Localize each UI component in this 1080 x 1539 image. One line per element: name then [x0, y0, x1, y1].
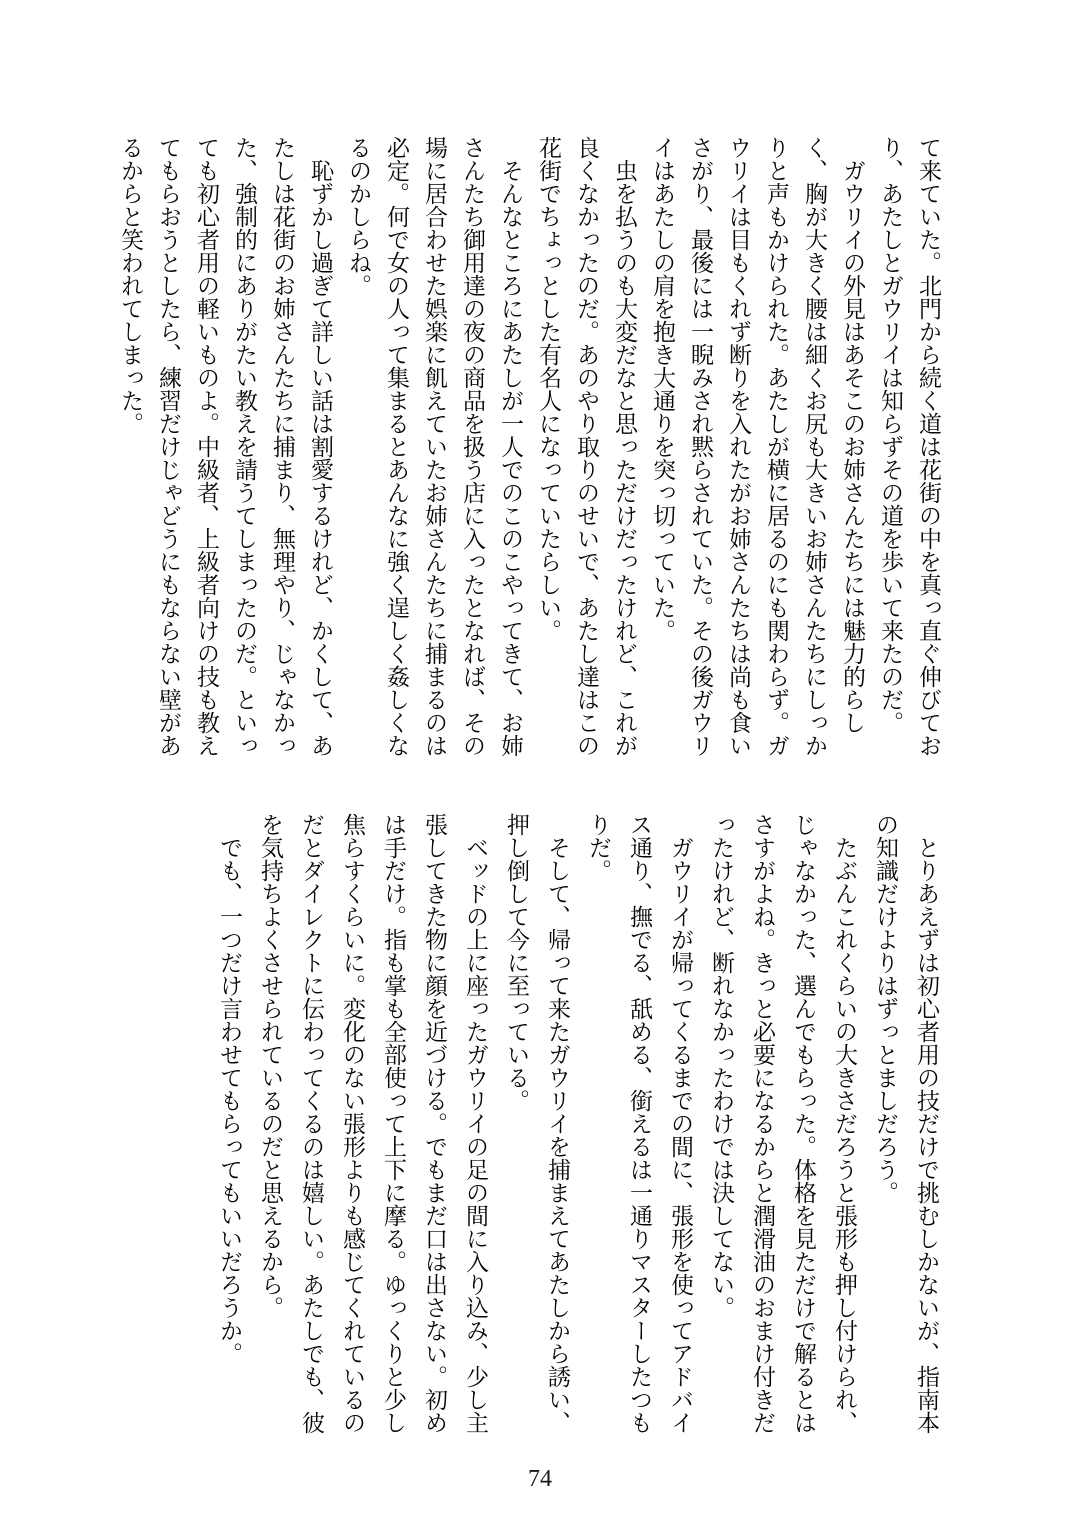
- paragraph: とりあえずは初心者用の技だけで挑むしかないが、指南本の知識だけよりはずっとましだろう。: [873, 813, 939, 1434]
- page-number: 74: [528, 1466, 552, 1492]
- text-block-bottom: [97, 813, 947, 1443]
- paragraph: そんなところにあたしが一人でのこのこやってきて、お姉さんたち御用達の夜の商品を扱う店に入ったとなれば、その場に居合わせた娯楽に飢えていたお姉さんたちに捕まるのは必定。何で女の人って集まるとあんなに強く逞しく姦しくなるのかしらね。: [346, 136, 523, 757]
- paragraph: て来ていた。北門から続く道は花街の中を真っ直ぐ伸びており、あたしとガウリイは知らずその道を歩いて来たのだ。: [878, 136, 941, 757]
- paragraph: 恥ずかし過ぎて詳しい話は割愛するけれど、かくして、あたしは花街のお姉さんたちに捕まり、無理やり、じゃなかった、強制的にありがたい教えを請うてしまったのだ。といっても初心者用の軽いものよ。中級者、上級者向けの技も教えてもらおうとしたら、練習だけじゃどうにもならない壁があるからと笑われてしまった。: [118, 136, 333, 757]
- paragraph: そして、帰って来たガウリイを捕まえてあたしから誘い、押し倒して今に至っている。: [504, 813, 570, 1434]
- paragraph: でも、一つだけ言わせてもらってもいいだろうか。: [217, 836, 242, 1365]
- paragraph: たぶんこれくらいの大きさだろうと張形も押し付けられ、じゃなかった、選んでもらった。体格を見ただけで解るとはさすがよね。きっと必要になるからと潤滑油のおまけ付きだったけれど、断れなかったわけでは決してない。: [709, 813, 857, 1434]
- paragraph: ガウリイが帰ってくるまでの間に、張形を使ってアドバイス通り、撫でる、舐める、銜えるは一通りマスターしたつもりだ。: [586, 813, 693, 1434]
- text-block-top: [97, 136, 947, 763]
- paragraph: 虫を払うのも大変だなと思っただけだったけれど、これが良くなかったのだ。あのやり取りのせいで、あたし達はこの花街でちょっとした有名人になっていたらしい。: [536, 136, 637, 757]
- paragraph: ベッドの上に座ったガウリイの足の間に入り込み、少し主張してきた物に顔を近づける。でもまだ口は出さない。初めは手だけ。指も掌も全部使って上下に摩る。ゆっくりと少し焦らすくらいに。変化のない張形よりも感じてくれているのだとダイレクトに伝わってくるのは嬉しい。あたしでも、彼を気持ちよくさせられているのだと思えるから。: [258, 813, 488, 1434]
- paragraph: ガウリイの外見はあそこのお姉さんたちには魅力的らしく、胸が大きく腰は細くお尻も大きいお姉さんたちにしっかりと声もかけられた。あたしが横に居るのにも関わらず。ガウリイは目もくれず断りを入れたがお姉さんたちは尚も食いさがり、最後には一睨みされ黙らされていた。その後ガウリイはあたしの肩を抱き大通りを突っ切っていた。: [650, 136, 865, 757]
